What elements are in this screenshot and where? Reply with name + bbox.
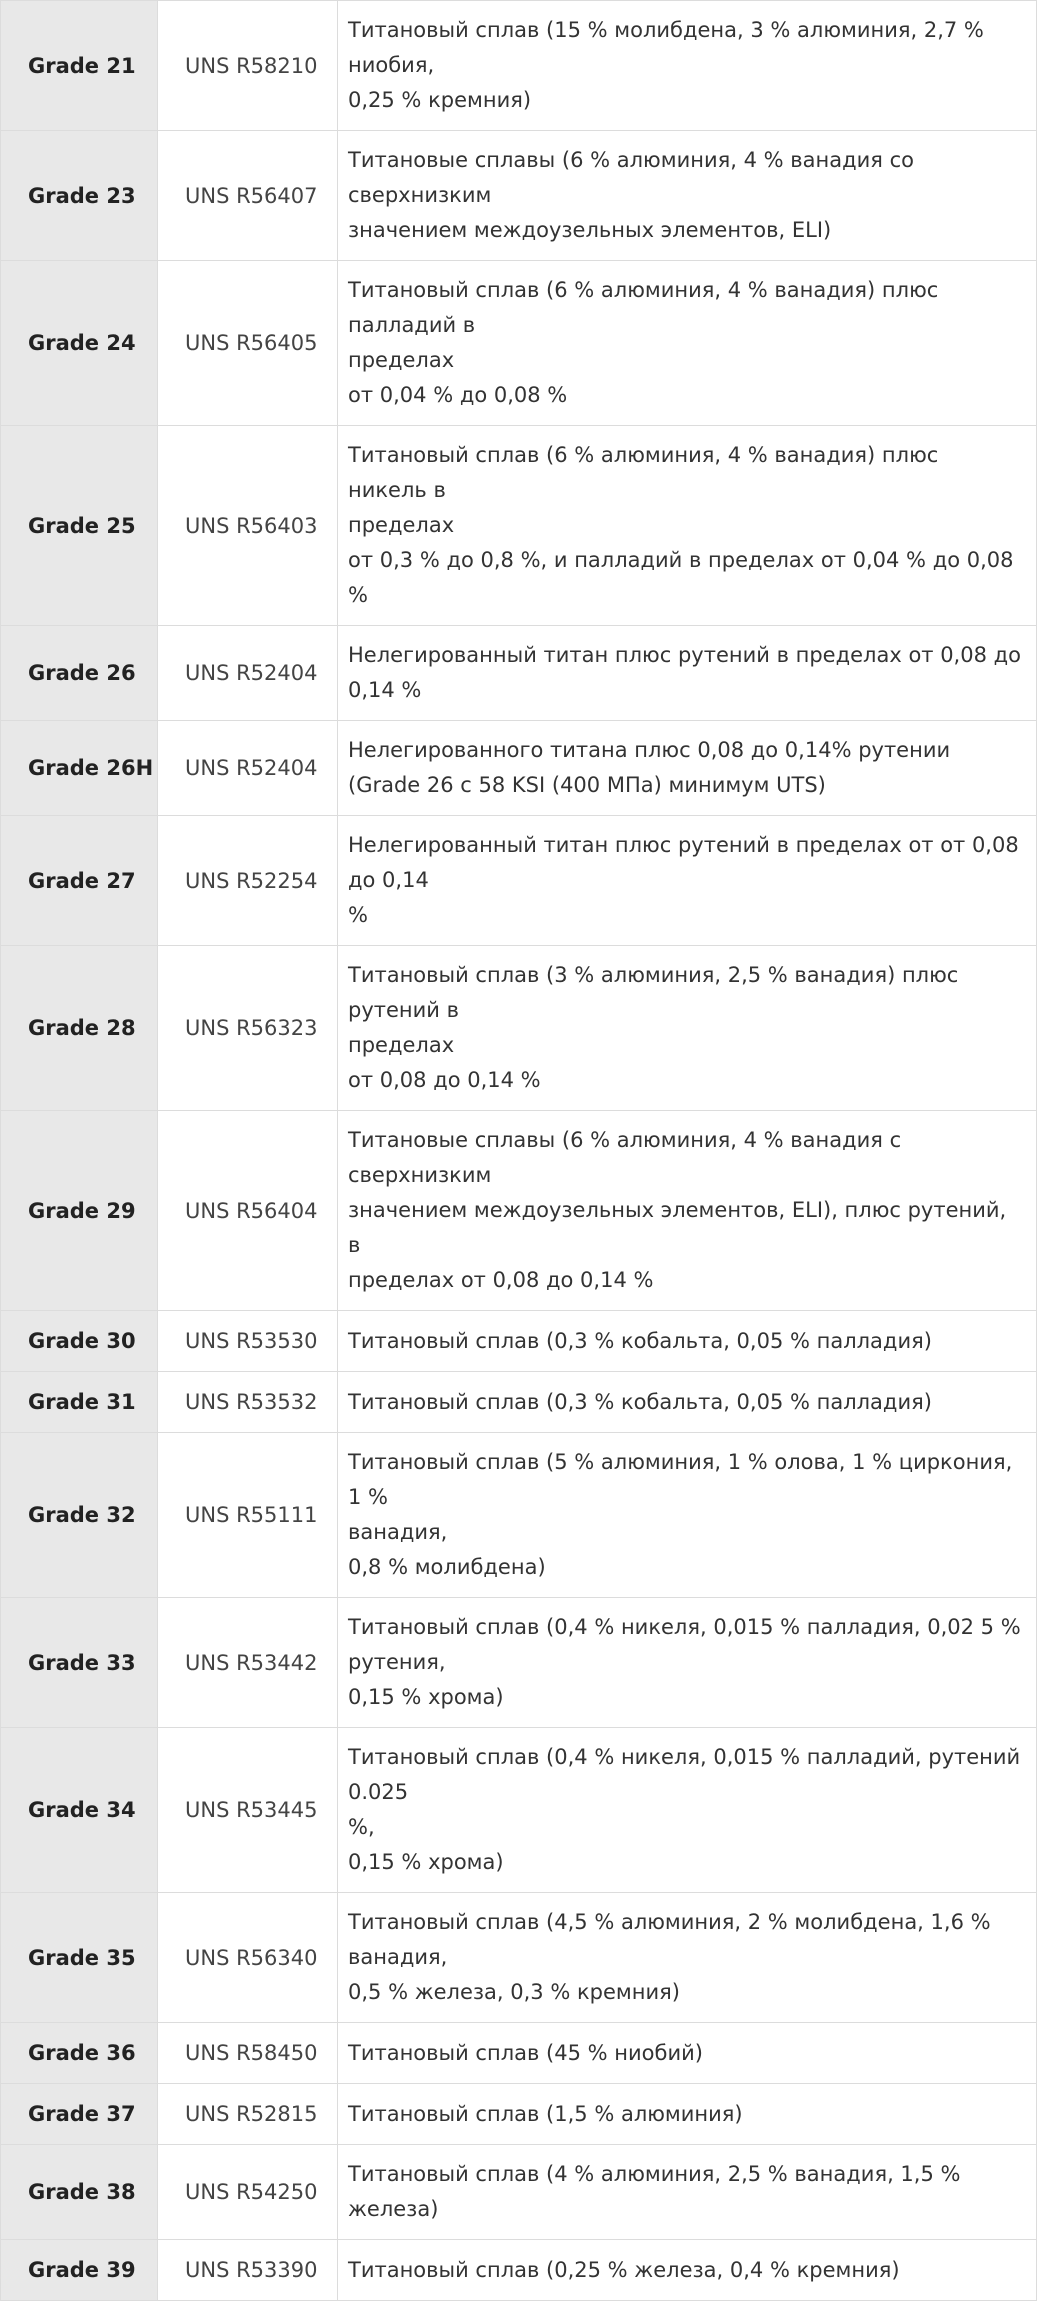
grade-cell: Grade 27 (1, 816, 158, 946)
table-row (1, 1728, 1037, 1893)
description-line: ванадия, (348, 1520, 448, 1544)
description-line: Титановый сплав (1,5 % алюминия) (348, 2101, 743, 2126)
description-line: значением междоузельных элементов, ELI), плюс рутений, в (348, 1198, 1007, 1257)
description-line: Титановый сплав (6 % алюминия, 4 % ванадия) плюс палладий в (348, 278, 939, 337)
description-line: пределах (348, 513, 455, 537)
description-cell (338, 1598, 1037, 1728)
description-cell (338, 131, 1037, 261)
description-line: пределах (348, 348, 455, 372)
table-body (1, 1, 1037, 2301)
description-line: Титановые сплавы (6 % алюминия, 4 % ванадия с сверхнизким (348, 1128, 902, 1187)
description-line: Титановый сплав (5 % алюминия, 1 % олова, 1 % циркония, 1 % (348, 1450, 1013, 1509)
uns-cell: UNS R54250 (158, 2145, 338, 2240)
description-cell (338, 1111, 1037, 1311)
table-row (1, 2240, 1037, 2301)
uns-cell: UNS R53445 (158, 1728, 338, 1893)
table-row (1, 1311, 1037, 1372)
description-cell (338, 1372, 1037, 1433)
table-row (1, 1893, 1037, 2023)
description-cell (338, 1311, 1037, 1372)
description-line: Титановый сплав (0,3 % кобальта, 0,05 % палладия) (348, 1389, 932, 1414)
description-cell (338, 1728, 1037, 1893)
description-line: 0,25 % кремния) (348, 88, 532, 112)
description-line: Титановый сплав (0,25 % железа, 0,4 % кремния) (348, 2257, 900, 2282)
grade-cell: Grade 33 (1, 1598, 158, 1728)
description-line: рутения, (348, 1650, 446, 1674)
description-cell (338, 1, 1037, 131)
grade-cell: Grade 21 (1, 1, 158, 131)
description-cell (338, 2145, 1037, 2240)
description-line: Титановый сплав (15 % молибдена, 3 % алюминия, 2,7 % ниобия, (348, 18, 984, 77)
grade-cell: Grade 25 (1, 426, 158, 626)
description-line: %, (348, 1815, 375, 1839)
uns-cell: UNS R53532 (158, 1372, 338, 1433)
grade-cell: Grade 35 (1, 1893, 158, 2023)
description-line: 0,8 % молибдена) (348, 1555, 546, 1579)
grade-cell: Grade 38 (1, 2145, 158, 2240)
uns-cell: UNS R53530 (158, 1311, 338, 1372)
description-line: Титановые сплавы (6 % алюминия, 4 % ванадия со сверхнизким (348, 148, 914, 207)
uns-cell: UNS R58450 (158, 2023, 338, 2084)
uns-cell: UNS R52404 (158, 626, 338, 721)
description-line: Титановый сплав (6 % алюминия, 4 % ванадия) плюс никель в (348, 443, 939, 502)
uns-cell: UNS R56340 (158, 1893, 338, 2023)
table-row (1, 1372, 1037, 1433)
description-line: ванадия, (348, 1945, 448, 1969)
uns-cell: UNS R56404 (158, 1111, 338, 1311)
description-line: Титановый сплав (0,3 % кобальта, 0,05 % палладия) (348, 1328, 932, 1353)
table-row (1, 131, 1037, 261)
table-row (1, 2023, 1037, 2084)
uns-cell: UNS R56323 (158, 946, 338, 1111)
description-line: Нелегированный титан плюс рутений в пределах от 0,08 до 0,14 % (348, 643, 1021, 702)
grade-cell: Grade 26H (1, 721, 158, 816)
description-cell (338, 261, 1037, 426)
grade-cell: Grade 28 (1, 946, 158, 1111)
description-line: Нелегированного титана плюс 0,08 до 0,14% рутении (348, 738, 951, 762)
grade-cell: Grade 32 (1, 1433, 158, 1598)
description-cell (338, 426, 1037, 626)
uns-cell: UNS R56407 (158, 131, 338, 261)
table-row (1, 2084, 1037, 2145)
grade-cell: Grade 30 (1, 1311, 158, 1372)
uns-cell: UNS R56405 (158, 261, 338, 426)
description-cell (338, 1433, 1037, 1598)
description-cell (338, 721, 1037, 816)
table-row (1, 626, 1037, 721)
table-row (1, 426, 1037, 626)
uns-cell: UNS R52254 (158, 816, 338, 946)
table-row (1, 1111, 1037, 1311)
table-row (1, 721, 1037, 816)
grade-cell: Grade 36 (1, 2023, 158, 2084)
uns-cell: UNS R53442 (158, 1598, 338, 1728)
grade-cell: Grade 23 (1, 131, 158, 261)
description-cell (338, 2023, 1037, 2084)
description-cell (338, 1893, 1037, 2023)
uns-cell: UNS R52404 (158, 721, 338, 816)
grade-cell: Grade 26 (1, 626, 158, 721)
grade-cell: Grade 31 (1, 1372, 158, 1433)
table-row (1, 2145, 1037, 2240)
uns-cell: UNS R58210 (158, 1, 338, 131)
description-line: Титановый сплав (4,5 % алюминия, 2 % молибдена, 1,6 % (348, 1910, 991, 1934)
description-line: Нелегированный титан плюс рутений в пределах от от 0,08 до 0,14 (348, 833, 1019, 892)
table-row (1, 261, 1037, 426)
description-cell (338, 2084, 1037, 2145)
description-line: от 0,04 % до 0,08 % (348, 383, 568, 407)
table-row (1, 1598, 1037, 1728)
table-row (1, 1, 1037, 131)
uns-cell: UNS R52815 (158, 2084, 338, 2145)
description-line: (Grade 26 с 58 KSI (400 МПа) минимум UTS) (348, 773, 826, 797)
grade-cell: Grade 24 (1, 261, 158, 426)
description-line: 0,15 % хрома) (348, 1850, 504, 1874)
table-row (1, 816, 1037, 946)
description-line: Титановый сплав (4 % алюминия, 2,5 % ванадия, 1,5 % железа) (348, 2162, 961, 2221)
description-line: пределах от 0,08 до 0,14 % (348, 1268, 654, 1292)
grade-cell: Grade 39 (1, 2240, 158, 2301)
description-line: Титановый сплав (0,4 % никеля, 0,015 % палладий, рутений 0.025 (348, 1745, 1021, 1804)
description-line: от 0,08 до 0,14 % (348, 1068, 541, 1092)
description-line: 0,5 % железа, 0,3 % кремния) (348, 1980, 680, 2004)
grade-cell: Grade 37 (1, 2084, 158, 2145)
description-line: от 0,3 % до 0,8 %, и палладий в пределах от 0,04 % до 0,08 % (348, 548, 1014, 607)
description-line: пределах (348, 1033, 455, 1057)
description-cell (338, 816, 1037, 946)
description-cell (338, 626, 1037, 721)
description-line: Титановый сплав (0,4 % никеля, 0,015 % палладия, 0,02 5 % (348, 1615, 1021, 1639)
grade-cell: Grade 34 (1, 1728, 158, 1893)
uns-cell: UNS R56403 (158, 426, 338, 626)
description-line: 0,15 % хрома) (348, 1685, 504, 1709)
description-cell (338, 2240, 1037, 2301)
description-line: Титановый сплав (3 % алюминия, 2,5 % ванадия) плюс рутений в (348, 963, 959, 1022)
table-row (1, 1433, 1037, 1598)
uns-cell: UNS R55111 (158, 1433, 338, 1598)
grade-cell: Grade 29 (1, 1111, 158, 1311)
description-line: значением междоузельных элементов, ELI) (348, 218, 832, 242)
uns-cell: UNS R53390 (158, 2240, 338, 2301)
description-line: Титановый сплав (45 % ниобий) (348, 2040, 703, 2065)
table-row (1, 946, 1037, 1111)
description-cell (338, 946, 1037, 1111)
description-line: % (348, 903, 368, 927)
